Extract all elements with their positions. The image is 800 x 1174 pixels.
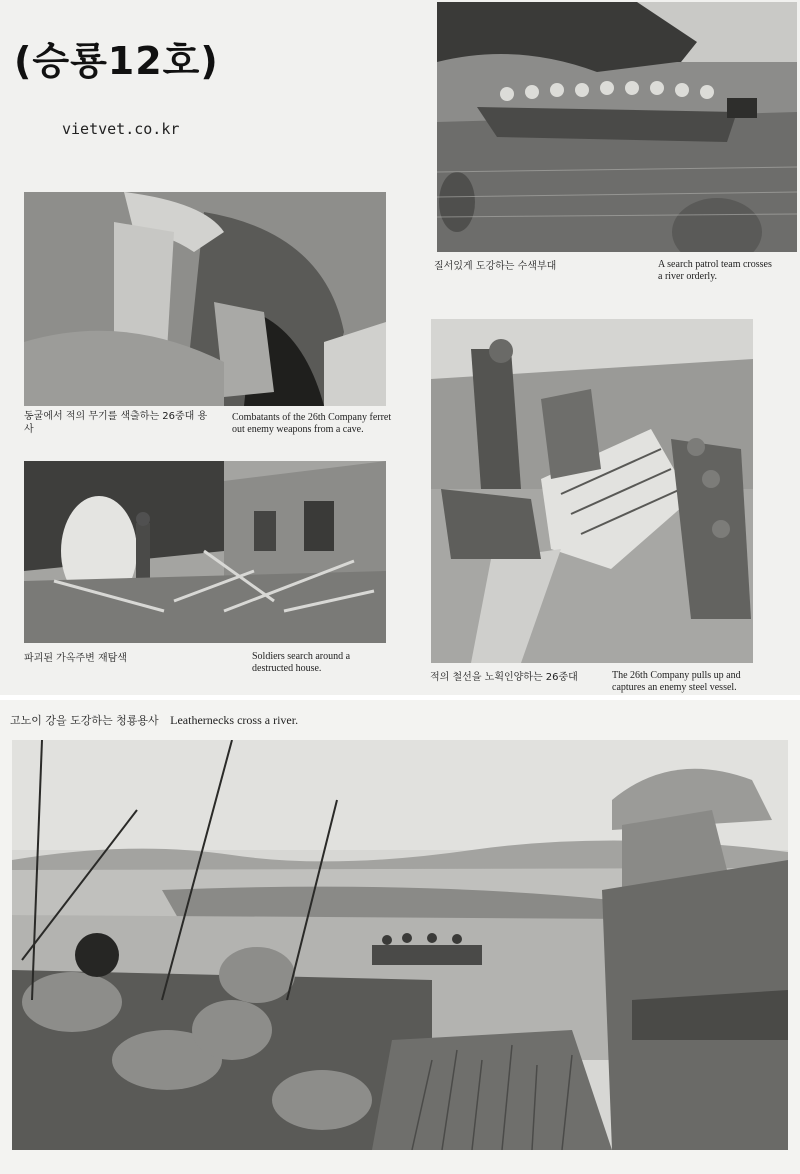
- caption-en-4: The 26th Company pulls up and captures an enemy steel vessel.: [612, 670, 741, 693]
- caption-ko-1: 질서있게 도강하는 수색부대: [434, 261, 557, 272]
- photo-steel-vessel: [431, 319, 753, 663]
- photo-river-crossing: [12, 740, 788, 1150]
- caption-ko-2-text: 동굴에서 적의 무기를 색출하는 26중대 용사: [24, 411, 208, 435]
- photo-cave: [24, 192, 386, 406]
- photo-destroyed-house: [24, 461, 386, 643]
- caption-en-3: Soldiers search around a destructed house.: [252, 651, 351, 674]
- caption-en-2: Combatants of the 26th Company ferret out enemy weapons from a cave.: [232, 412, 392, 435]
- site-watermark: vietvet.co.kr: [62, 120, 180, 138]
- caption-ko-3: 파괴된 가옥주변 재탐색: [24, 653, 127, 664]
- caption-ko-2: [24, 410, 214, 436]
- bottom-caption-en: Leathernecks cross a river.: [170, 713, 299, 727]
- page-title: (승룡12호): [14, 39, 219, 83]
- photo-river-patrol: [437, 2, 797, 252]
- caption-en-1: A search patrol team crosses a river orderly.: [658, 259, 772, 282]
- caption-ko-4: 적의 철선을 노획인양하는 26중대: [430, 672, 578, 683]
- bottom-caption-ko: 고노이 강을 도강하는 청룡용사: [10, 714, 159, 727]
- bottom-caption: [10, 712, 298, 728]
